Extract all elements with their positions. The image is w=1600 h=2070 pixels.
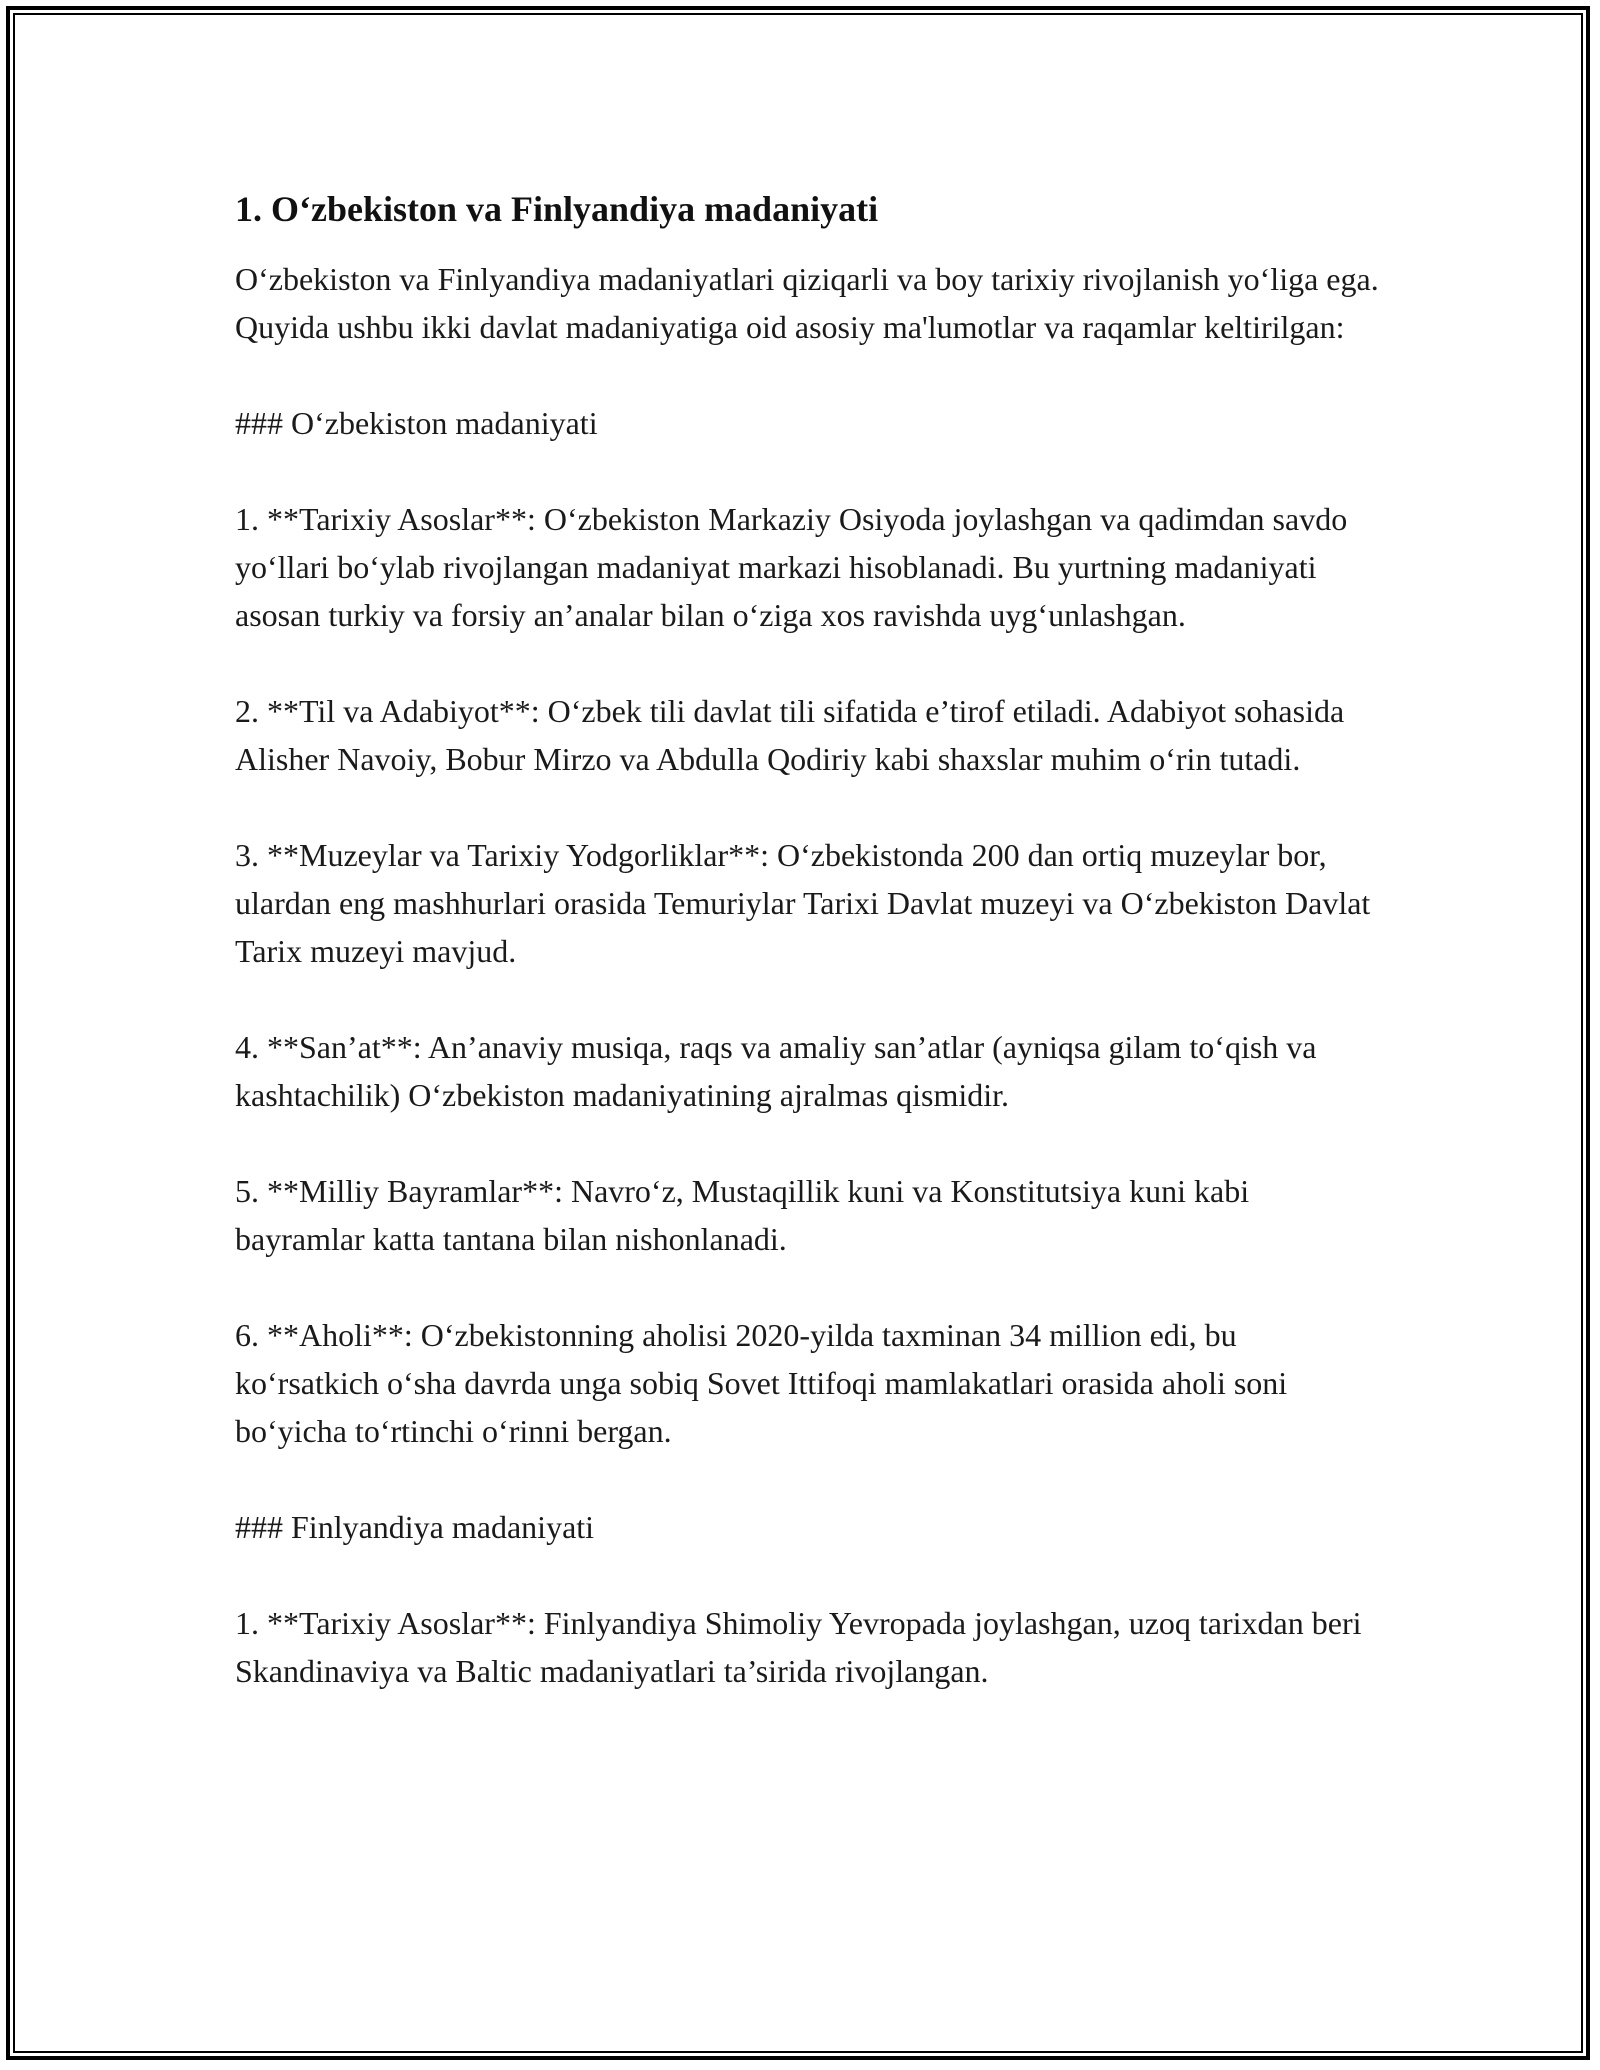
list-item: 3. **Muzeylar va Tarixiy Yodgorliklar**: O‘zbekistonda 200 dan ortiq muzeylar bor, ulardan eng mashhurlari orasida Temuriylar Tarixi Davlat muzeyi va O‘zbekiston Davlat Tarix muzeyi mavjud. <box>235 837 1371 969</box>
list-item: 1. **Tarixiy Asoslar**: O‘zbekiston Markaziy Osiyoda joylashgan va qadimdan savdo yo‘llari bo‘ylab rivojlangan madaniyat markazi hisoblanadi. Bu yurtning madaniyati asosan turkiy va forsiy an’analar bilan o‘ziga xos ravishda uyg‘unlashgan. <box>235 501 1348 633</box>
document-body <box>235 185 1385 1743</box>
document-title: 1. O‘zbekiston va Finlyandiya madaniyati <box>235 189 879 229</box>
list-item: 5. **Milliy Bayramlar**: Navro‘z, Mustaqillik kuni va Konstitutsiya kuni kabi bayramlar katta tantana bilan nishonlanadi. <box>235 1173 1250 1257</box>
intro-paragraph: O‘zbekiston va Finlyandiya madaniyatlari qiziqarli va boy tarixiy rivojlanish yo‘liga ega. Quyida ushbu ikki davlat madaniyatiga oid asosiy ma'lumotlar va raqamlar keltirilgan: <box>235 261 1379 345</box>
section-heading-finland: ### Finlyandiya madaniyati <box>235 1509 595 1545</box>
list-item: 6. **Aholi**: O‘zbekistonning aholisi 2020-yilda taxminan 34 million edi, bu ko‘rsatkich o‘sha davrda unga sobiq Sovet Ittifoqi mamlakatlari orasida aholi soni bo‘yicha to‘rtinchi o‘rinni bergan. <box>235 1317 1288 1449</box>
list-item: 4. **San’at**: An’anaviy musiqa, raqs va amaliy san’atlar (ayniqsa gilam to‘qish va kashtachilik) O‘zbekiston madaniyatining ajralmas qismidir. <box>235 1029 1317 1113</box>
list-item: 2. **Til va Adabiyot**: O‘zbek tili davlat tili sifatida e’tirof etiladi. Adabiyot sohasida Alisher Navoiy, Bobur Mirzo va Abdulla Qodiriy kabi shaxslar muhim o‘rin tutadi. <box>235 693 1345 777</box>
list-item: 1. **Tarixiy Asoslar**: Finlyandiya Shimoliy Yevropada joylashgan, uzoq tarixdan beri Skandinaviya va Baltic madaniyatlari ta’sirida rivojlangan. <box>235 1605 1362 1689</box>
section-heading-uzbekistan: ### O‘zbekiston madaniyati <box>235 405 598 441</box>
